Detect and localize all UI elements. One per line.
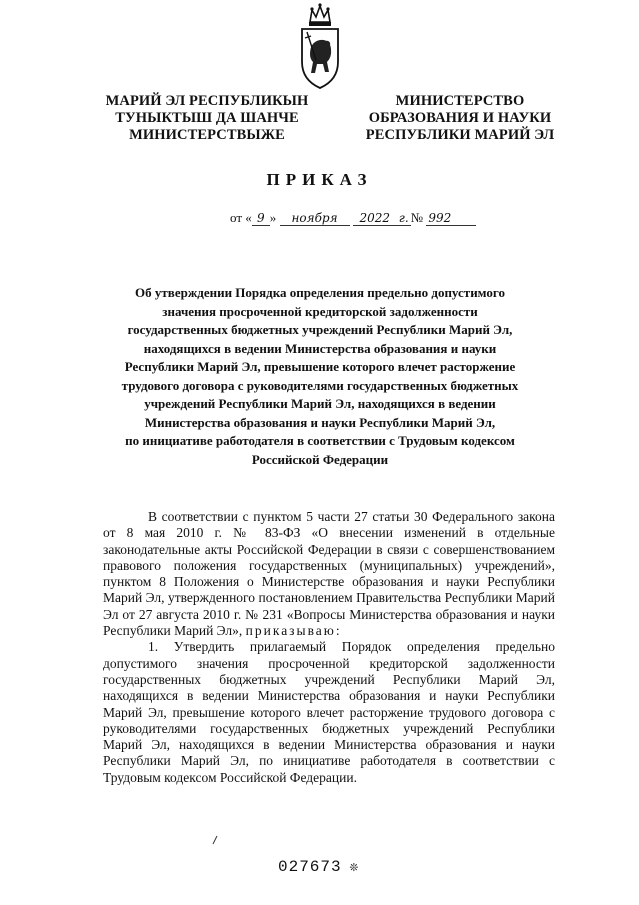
header-right-line-3: РЕСПУБЛИКИ МАРИЙ ЭЛ bbox=[365, 127, 555, 143]
header-left-line-3: МИНИСТЕРСТВЫЖЕ bbox=[129, 127, 285, 143]
serial-number-stamp bbox=[278, 858, 359, 876]
order-from-label: от « bbox=[230, 210, 252, 225]
order-number: 992 bbox=[426, 211, 476, 226]
serial-number: 027673 bbox=[278, 858, 342, 876]
title-line: находящихся в ведении Министерства образования и науки bbox=[143, 340, 497, 356]
order-year-suffix: г. bbox=[398, 211, 409, 225]
title-line: Министерства образования и науки Республики Марий Эл, bbox=[144, 414, 496, 430]
ministry-name-russian bbox=[345, 93, 575, 144]
title-line: Республики Марий Эл, превышение которого влечет расторжение bbox=[124, 359, 516, 374]
title-line: учреждений Республики Марий Эл, находящихся в ведении bbox=[144, 396, 496, 411]
title-line: значения просроченной кредиторской задолженности bbox=[162, 303, 478, 319]
ministry-name-mari bbox=[92, 93, 322, 144]
order-number-label: № bbox=[410, 210, 424, 225]
order-date-number-line bbox=[230, 210, 476, 226]
header-left-line-1: МАРИЙ ЭЛ РЕСПУБЛИКЫН bbox=[105, 93, 309, 109]
order-month: ноября bbox=[280, 211, 350, 226]
pen-mark bbox=[212, 835, 218, 845]
header-right-line-1: МИНИСТЕРСТВО bbox=[395, 93, 525, 109]
order-close-quote: » bbox=[269, 210, 277, 225]
stamp-star-icon: ❊ bbox=[349, 860, 360, 876]
order-word: приказываю: bbox=[245, 623, 342, 639]
title-line: трудового договора с руководителями государственных бюджетных bbox=[121, 377, 519, 393]
title-line: Об утверждении Порядка определения предельно допустимого bbox=[135, 285, 505, 300]
header-left-line-2: ТУНЫКТЫШ ДА ШАНЧЕ bbox=[115, 110, 299, 126]
coat-of-arms-emblem bbox=[296, 2, 344, 90]
title-line: государственных бюджетных учреждений Республики Марий Эл, bbox=[127, 322, 513, 337]
order-year: 2022 bbox=[353, 211, 397, 226]
header-right-line-2: ОБРАЗОВАНИЯ И НАУКИ bbox=[368, 110, 552, 126]
order-body bbox=[103, 509, 555, 786]
preamble-paragraph bbox=[103, 509, 555, 639]
order-title bbox=[110, 284, 530, 469]
title-line: Российской Федерации bbox=[251, 451, 389, 467]
order-day: 9 bbox=[252, 211, 270, 226]
clause-1-paragraph: 1. Утвердить прилагаемый Порядок определения предельно допустимого значения просроченной кредиторской задолженности государственных бюджетных учреждений Республики Марий Эл, находящихся в ведении Министерства образования и науки Республики Марий Эл, превышение которого влечет расторжение трудового договора с руководителями государственных бюджетных учреждений Республики Марий Эл, находящихся в ведении Министерства образования и науки Республики Марий Эл, по инициативе работодателя в соответствии с Трудовым кодексом Российской Федерации. bbox=[103, 639, 555, 785]
preamble-text: В соответствии с пунктом 5 части 27 статьи 30 Федерального закона от 8 мая 2010 г. № 83-ФЗ «О внесении изменений в отдельные законодательные акты Российской Федерации в связи с совершенствованием правового положения государственных (муниципальных) учреждений», пунктом 8 Положения о Министерстве образования и науки Республики Марий Эл, утвержденного постановлением Правительства Республики Марий Эл от 27 августа 2010 г. № 231 «Вопросы Министерства образования и науки Республики Марий Эл», bbox=[103, 509, 555, 639]
document-type-title: ПРИКАЗ bbox=[266, 170, 373, 189]
title-line: по инициативе работодателя в соответствии с Трудовым кодексом bbox=[125, 433, 515, 448]
